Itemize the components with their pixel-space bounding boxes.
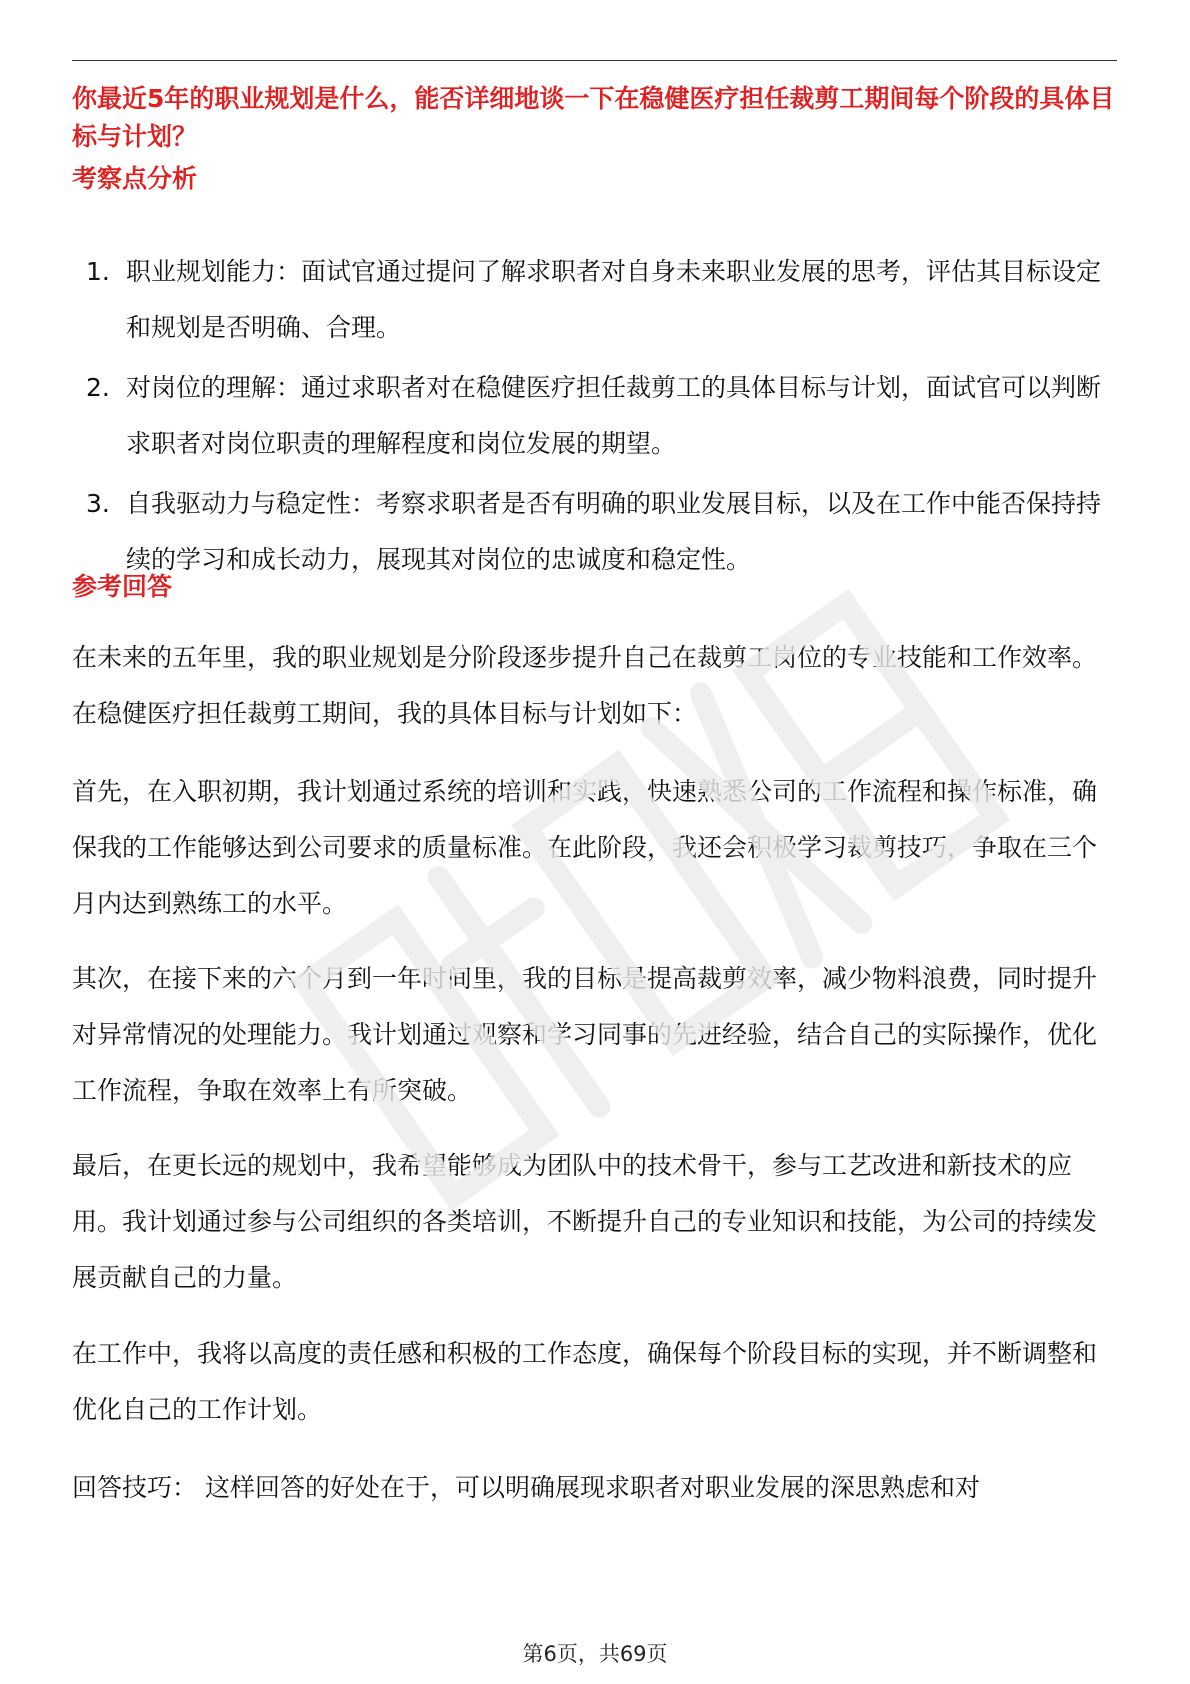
analysis-item [72, 244, 1117, 356]
analysis-item-text: 自我驱动力与稳定性：考察求职者是否有明确的职业发展目标，以及在工作中能否保持持续的学习和成长动力，展现其对岗位的忠诚度和稳定性。 [126, 489, 1102, 574]
analysis-item [72, 360, 1117, 472]
answer-tip-paragraph: 回答技巧： 这样回答的好处在于，可以明确展现求职者对职业发展的深思熟虑和对 [72, 1473, 980, 1502]
answer-paragraph: 其次，在接下来的六个月到一年时间里，我的目标是提高裁剪效率，减少物料浪费，同时提升对异常情况的处理能力。我计划通过观察和学习同事的先进经验，结合自己的实际操作，优化工作流程，争取在效率上有所突破。 [72, 964, 1098, 1105]
analysis-item [72, 476, 1117, 588]
page-footer: 第6页，共69页 [522, 1642, 668, 1666]
answer-paragraph: 首先，在入职初期，我计划通过系统的培训和实践，快速熟悉公司的工作流程和操作标准，确保我的工作能够达到公司要求的质量标准。在此阶段，我还会积极学习裁剪技巧，争取在三个月内达到熟练工的水平。 [72, 777, 1098, 918]
question-title: 你最近5年的职业规划是什么，能否详细地谈一下在稳健医疗担任裁剪工期间每个阶段的具体目标与计划？ [72, 84, 1115, 151]
answer-paragraph: 在未来的五年里，我的职业规划是分阶段逐步提升自己在裁剪工岗位的专业技能和工作效率。在稳健医疗担任裁剪工期间，我的具体目标与计划如下： [72, 643, 1098, 728]
answer-heading: 参考回答 [72, 572, 173, 601]
answer-paragraph: 在工作中，我将以高度的责任感和积极的工作态度，确保每个阶段目标的实现，并不断调整和优化自己的工作计划。 [72, 1339, 1098, 1424]
analysis-item-number: 2. [86, 373, 110, 402]
analysis-item-text: 对岗位的理解：通过求职者对在稳健医疗担任裁剪工的具体目标与计划，面试官可以判断求职者对岗位职责的理解程度和岗位发展的期望。 [126, 373, 1102, 458]
analysis-item-number: 1. [86, 257, 110, 286]
analysis-item-number: 3. [86, 489, 110, 518]
top-divider [72, 60, 1117, 61]
analysis-heading: 考察点分析 [72, 164, 198, 193]
analysis-list [72, 244, 1117, 592]
analysis-item-text: 职业规划能力：面试官通过提问了解求职者对自身未来职业发展的思考，评估其目标设定和规划是否明确、合理。 [126, 257, 1102, 342]
answer-paragraph: 最后，在更长远的规划中，我希望能够成为团队中的技术骨干，参与工艺改进和新技术的应用。我计划通过参与公司组织的各类培训，不断提升自己的专业知识和技能，为公司的持续发展贡献自己的力量。 [72, 1151, 1098, 1292]
